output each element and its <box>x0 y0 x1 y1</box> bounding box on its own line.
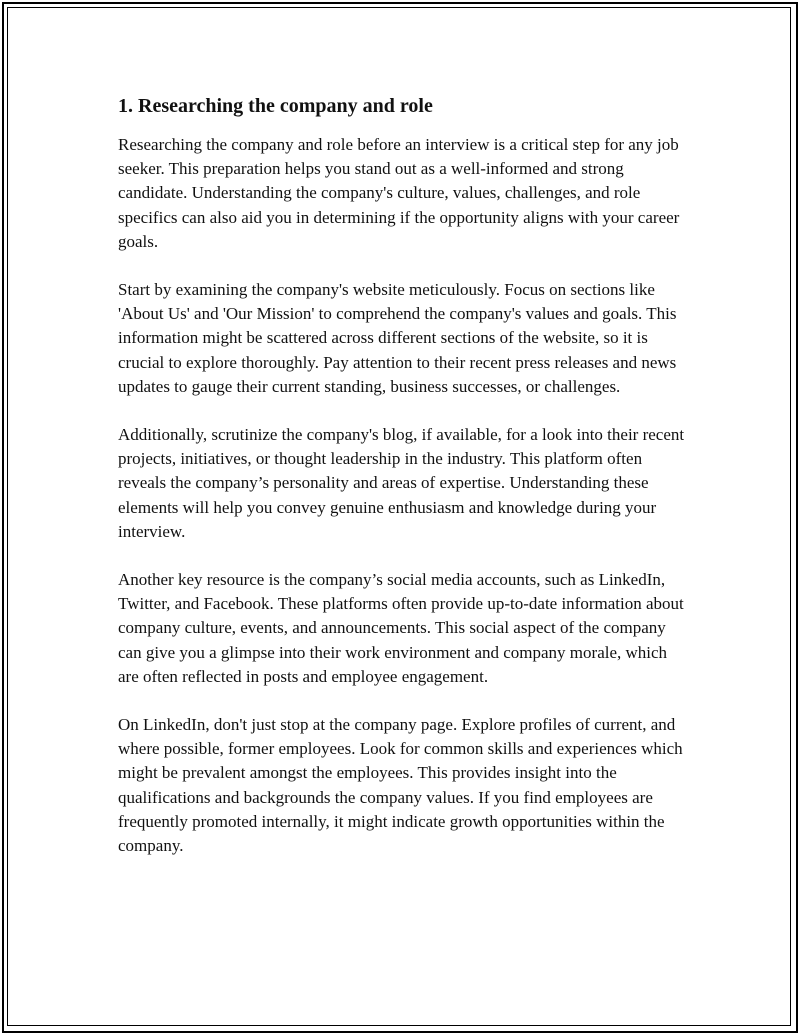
paragraph-blog: Additionally, scrutinize the company's blog, if available, for a look into their recent projects, initiatives, or thought leadership in the industry. This platform often reveals the company’s personality and areas of expertise. Understanding these elements will help you convey genuine enthusiasm and knowledge during your interview. <box>118 425 685 541</box>
paragraph-social-media: Another key resource is the company’s social media accounts, such as LinkedIn, Twitter, and Facebook. These platforms often provide up-to-date information about company culture, events, and announcements. This social aspect of the company can give you a glimpse into their work environment and company morale, which are often reflected in posts and employee engagement. <box>118 570 684 686</box>
document-body <box>118 93 688 882</box>
section-heading: 1. Researching the company and role <box>118 95 433 117</box>
paragraph-website: Start by examining the company's website meticulously. Focus on sections like 'About Us' and 'Our Mission' to comprehend the company's values and goals. This information might be scattered across different sections of the website, so it is crucial to explore thoroughly. Pay attention to their recent press releases and news updates to gauge their current standing, business successes, or challenges. <box>118 280 677 396</box>
paragraph-linkedin: On LinkedIn, don't just stop at the company page. Explore profiles of current, and where possible, former employees. Look for common skills and experiences which might be prevalent amongst the employees. This provides insight into the qualifications and backgrounds the company values. If you find employees are frequently promoted internally, it might indicate growth opportunities within the company. <box>118 715 683 856</box>
paragraph-intro: Researching the company and role before an interview is a critical step for any job seeker. This preparation helps you stand out as a well-informed and strong candidate. Understanding the company's culture, values, challenges, and role specifics can also aid you in determining if the opportunity aligns with your career goals. <box>118 135 680 251</box>
